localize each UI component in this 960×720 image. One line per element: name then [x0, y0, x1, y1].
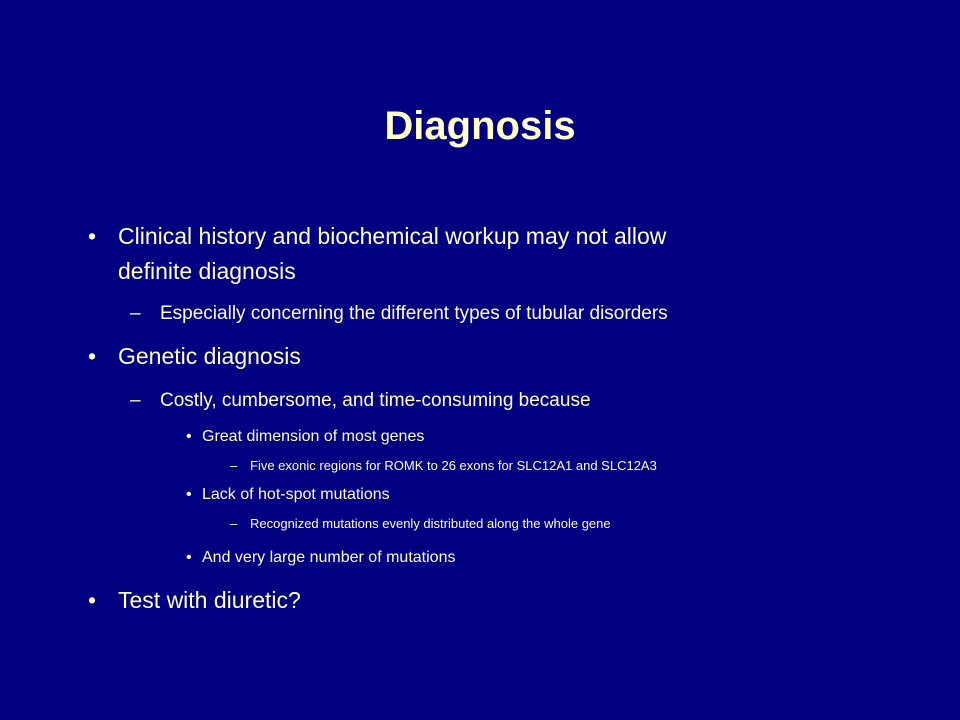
dash-marker: – — [230, 458, 238, 473]
bullet-test-with-diuretic: Test with diuretic? — [118, 587, 301, 613]
point-number-of-mutations: And very large number of mutations — [202, 549, 456, 566]
bullet-clinical-history-line2: definite diagnosis — [118, 258, 296, 284]
bullet-marker: • — [88, 223, 97, 249]
point-hot-spot-mutations: Lack of hot-spot mutations — [202, 486, 390, 503]
dash-marker: – — [130, 390, 141, 411]
bullet-clinical-history-line1: Clinical history and biochemical workup may not allow — [118, 223, 667, 249]
sub-bullet-costly: Costly, cumbersome, and time-consuming because — [160, 390, 591, 411]
dash-marker: – — [130, 303, 141, 324]
bullet-marker: • — [186, 486, 192, 503]
bullet-marker: • — [186, 549, 192, 566]
detail-exonic-regions: Five exonic regions for ROMK to 26 exons for SLC12A1 and SLC12A3 — [250, 458, 657, 473]
slide-title: Diagnosis — [384, 104, 576, 148]
detail-recognized-mutations: Recognized mutations evenly distributed along the whole gene — [250, 516, 611, 531]
dash-marker: – — [230, 516, 238, 531]
bullet-marker: • — [186, 428, 192, 445]
bullet-marker: • — [88, 587, 97, 613]
bullet-marker: • — [88, 343, 97, 369]
bullet-genetic-diagnosis: Genetic diagnosis — [118, 343, 301, 369]
point-great-dimension: Great dimension of most genes — [202, 428, 425, 445]
sub-bullet-tubular-disorders: Especially concerning the different types of tubular disorders — [160, 303, 668, 324]
